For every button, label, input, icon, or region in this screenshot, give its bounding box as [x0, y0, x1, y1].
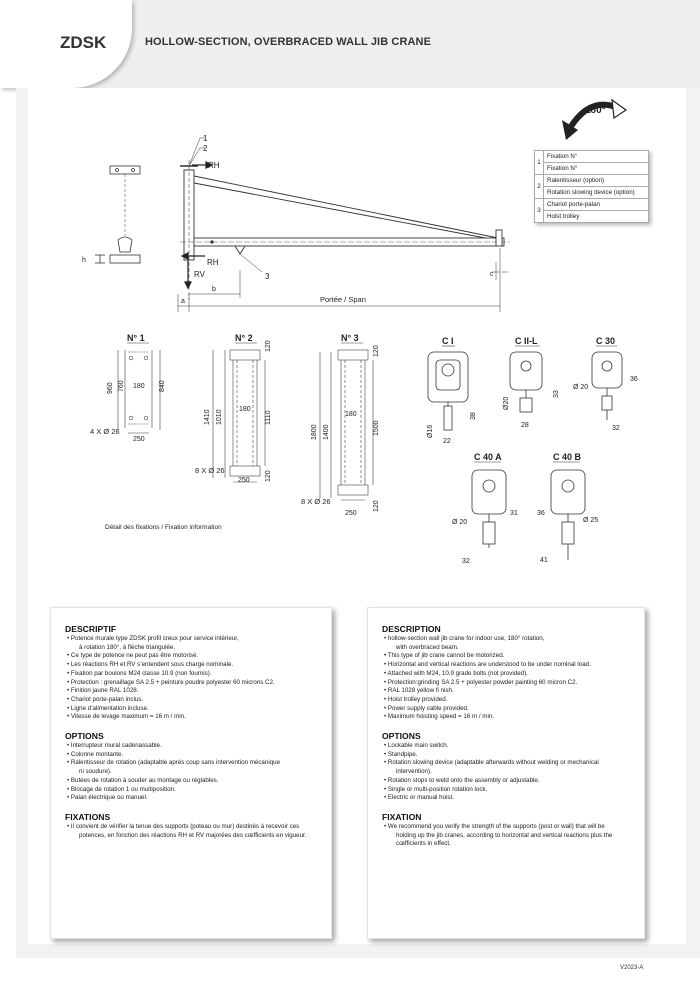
list-item: • hollow-section wall jib crane for indoor use, 180° rotation,: [384, 635, 545, 642]
legend-table: 1 Fixation N° Fixation N° 2 Ralentisseur (option) Rotation slowing device (option) 3 Chariot porte-palan Hoist trolley: [534, 150, 649, 223]
fixation-en-list: [382, 823, 632, 849]
svg-text:120: 120: [373, 500, 380, 512]
svg-text:36: 36: [537, 510, 545, 517]
model-code: ZDSK: [60, 33, 107, 52]
svg-text:C II-L: C II-L: [515, 336, 538, 346]
dim-a: a: [181, 298, 185, 305]
fixation-2-title: N° 2: [235, 333, 253, 343]
svg-text:250: 250: [345, 510, 357, 517]
list-item: • Attached with M24, 10.9 grade bolts (not provided).: [384, 669, 528, 677]
fixation-3-bolts: 8 X Ø 26: [301, 497, 331, 506]
dim-b: b: [212, 286, 216, 293]
wall-plate-view: [95, 166, 140, 263]
svg-text:Ø 20: Ø 20: [452, 519, 468, 526]
svg-text:120: 120: [265, 470, 272, 482]
svg-text:C 30: C 30: [596, 336, 616, 346]
fixation-2-drawing: [195, 333, 272, 484]
list-item: • Ligne d’alimentation incluse.: [67, 704, 149, 712]
list-item: • Interrupteur mural cadenassable.: [67, 742, 162, 750]
options-fr-title: OPTIONS: [65, 731, 104, 742]
svg-text:1410: 1410: [204, 409, 211, 425]
dim-span: Portée / Span: [320, 295, 366, 304]
fixation-1-title: N° 1: [127, 333, 145, 343]
options-en-list: [382, 742, 632, 803]
callout-2: 2: [203, 144, 208, 153]
list-item: • Les réactions RH et RV s’entendent sous charge nominale.: [67, 661, 234, 669]
svg-text:36: 36: [630, 376, 638, 383]
svg-text:38: 38: [470, 412, 477, 420]
svg-text:1500: 1500: [373, 420, 380, 436]
list-item: • Standpipe.: [384, 750, 418, 758]
svg-text:760: 760: [118, 380, 125, 392]
list-item: • Palan électrique ou manuel.: [67, 794, 148, 802]
list-item: • Power supply cable provided.: [384, 704, 469, 712]
legend-row: 3 Chariot porte-palan: [535, 199, 649, 211]
svg-text:250: 250: [238, 477, 250, 484]
list-item: • Electric or manual hoist.: [384, 794, 454, 802]
list-item: • Rotation slowing device (adaptable afterwards without welding or mechanical: [384, 759, 599, 767]
fixation-2-bolts: 8 X Ø 26: [195, 466, 225, 475]
list-item: • Fixation par boulons M24 classe 10.9 (non fournis).: [67, 669, 212, 677]
svg-text:180: 180: [133, 383, 145, 390]
descriptif-panel: [50, 607, 332, 939]
svg-text:Ø 25: Ø 25: [583, 517, 599, 524]
list-item: • Il convient de vérifier la tenue des supports (poteau ou mur) destinés à recevoir ces: [67, 822, 300, 830]
list-item: ni soudure).: [79, 768, 112, 776]
list-item: • Protection:grinding SA 2.5 + polyester powder painting 60 micron C2.: [384, 678, 578, 686]
description-panel: [367, 607, 645, 939]
list-item: • Chariot porte-palan inclus.: [67, 695, 144, 703]
svg-text:1800: 1800: [311, 424, 318, 440]
rotation-label: 180°: [585, 105, 606, 116]
svg-text:1110: 1110: [265, 410, 272, 425]
list-item: • Finition jaune RAL 1028.: [67, 687, 139, 695]
trolley-c2l-drawing: [503, 336, 560, 429]
list-item: • Rotation stops to weld onto the assembly or adjustable.: [384, 776, 540, 784]
legend-row: 2 Ralentisseur (option): [535, 175, 649, 187]
version-label: V2023-A: [620, 965, 644, 971]
fixations-fr-list: [65, 823, 319, 840]
svg-text:1010: 1010: [216, 409, 223, 425]
list-item: • Colonne montante.: [67, 750, 124, 758]
list-item: • Ce type de potence ne peut pas être motorisé.: [67, 652, 199, 660]
list-item: • Potence murale type ZDSK profil creux pour service intérieur,: [67, 635, 239, 642]
description-list: [382, 635, 632, 722]
list-item: • Vitesse de levage maximum = 16 m / min.: [67, 713, 186, 721]
callout-3: 3: [265, 272, 270, 281]
list-item: • Blocage de rotation 1 ou multiposition.: [67, 785, 176, 793]
svg-text:Ø20: Ø20: [503, 396, 510, 410]
trolley-c40b-drawing: [537, 452, 598, 564]
list-item: • Butées de rotation à souder au montage ou réglables.: [67, 776, 219, 784]
rv-label: RV: [194, 270, 205, 279]
list-item: • Protection : grenaillage SA 2.5 + peinture poudre polyester 60 microns C2.: [67, 678, 275, 686]
list-item: • We recommend you verify the strength of the supports (post or wall) that will be: [384, 822, 605, 830]
fixation-3-drawing: [301, 333, 380, 517]
trolley-c40a-drawing: [452, 452, 518, 565]
svg-text:C 40 A: C 40 A: [474, 452, 502, 462]
legend-row: 1 Fixation N°: [535, 151, 649, 163]
list-item: • Horizontal and vertical reactions are understood to be under nominal load.: [384, 661, 591, 669]
trolley-c30-drawing: [573, 336, 638, 432]
fixation-en-title: FIXATION: [382, 811, 422, 822]
trolley-c1-drawing: [427, 336, 477, 445]
list-item: • Hoist trolley provided.: [384, 695, 448, 703]
list-item: • Lockable main switch.: [384, 742, 449, 750]
descriptif-title: DESCRIPTIF: [65, 624, 117, 634]
callout-1: 1: [203, 134, 208, 143]
fixations-fr-title: FIXATIONS: [65, 811, 111, 822]
fixation-1-drawing: [90, 333, 166, 443]
svg-text:180: 180: [345, 411, 357, 418]
list-item: • Maximum hoisting speed = 16 m / min.: [384, 713, 494, 721]
svg-text:28: 28: [521, 422, 529, 429]
list-item: • This type of jib crane cannot be motorized.: [384, 652, 505, 660]
svg-text:120: 120: [373, 345, 380, 357]
page-title: HOLLOW-SECTION, OVERBRACED WALL JIB CRANE: [145, 36, 432, 48]
list-item: • Ralentisseur de rotation (adaptable après coup sans intervention mécanique: [67, 759, 281, 767]
list-item: holding up the jib cranes, according to horizontal and vertical reactions plus the: [396, 831, 613, 839]
svg-text:C I: C I: [442, 336, 454, 346]
rh-top-label: RH: [208, 161, 220, 170]
svg-text:31: 31: [510, 510, 518, 517]
svg-text:33: 33: [553, 390, 560, 398]
list-item: intervention).: [396, 768, 432, 776]
callout-leaders: [189, 138, 262, 272]
svg-text:120: 120: [265, 340, 272, 352]
list-item: potences, en fonction des réactions RH et RV majorées des cœfficients en vigueur.: [79, 831, 307, 839]
fixation-3-title: N° 3: [341, 333, 359, 343]
svg-text:C 40 B: C 40 B: [553, 452, 582, 462]
svg-text:1400: 1400: [323, 424, 330, 440]
dim-c: c: [490, 271, 494, 278]
options-fr-list: [65, 742, 319, 803]
options-en-title: OPTIONS: [382, 731, 421, 742]
description-title: DESCRIPTION: [382, 624, 441, 634]
svg-text:250: 250: [133, 436, 145, 443]
list-item: à rotation 180°, à flèche triangulée.: [79, 643, 176, 651]
svg-text:22: 22: [443, 438, 451, 445]
descriptif-list: [65, 635, 319, 722]
list-item: cœfficients in effect.: [396, 840, 451, 848]
svg-text:960: 960: [107, 382, 114, 394]
list-item: • Single or multi-position rotation lock.: [384, 785, 488, 793]
dim-h: h: [82, 257, 86, 264]
svg-text:41: 41: [540, 557, 548, 564]
fixation-1-bolts: 4 X Ø 26: [90, 427, 120, 436]
svg-text:180: 180: [239, 406, 251, 413]
list-item: • RAL 1028 yellow fi nish.: [384, 687, 454, 695]
jib-crane-elevation: [180, 160, 510, 300]
rh-bottom-label: RH: [207, 258, 219, 267]
svg-text:32: 32: [612, 425, 620, 432]
svg-text:32: 32: [462, 558, 470, 565]
svg-text:Ø 20: Ø 20: [573, 384, 589, 391]
fixation-caption: Détail des fixations / Fixation information: [105, 524, 222, 531]
svg-text:840: 840: [159, 380, 166, 392]
list-item: with overbraced beam.: [396, 643, 459, 651]
rotation-180-icon: [562, 100, 626, 140]
svg-text:Ø16: Ø16: [427, 424, 434, 438]
